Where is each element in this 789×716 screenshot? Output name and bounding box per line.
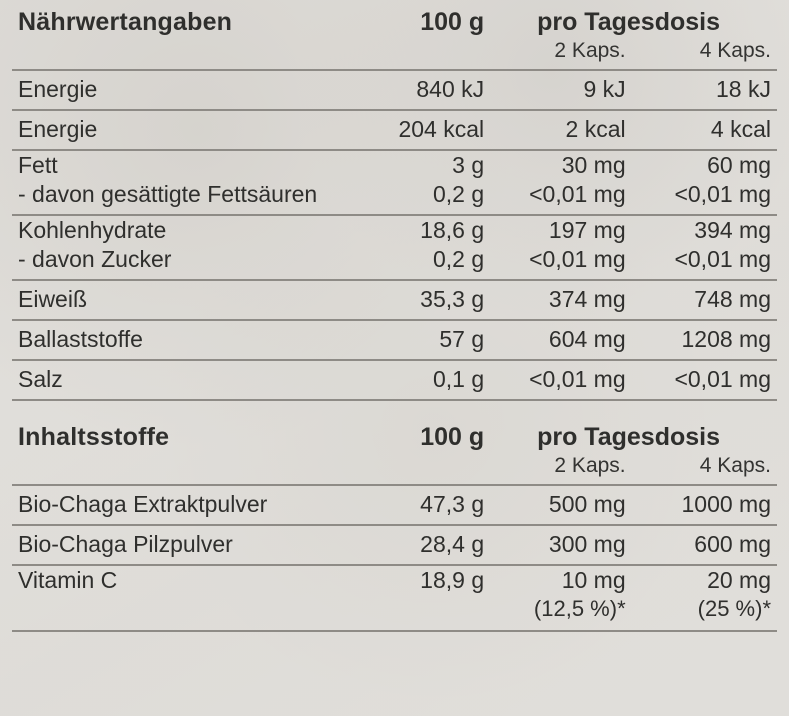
row-caps2: 604 mg bbox=[490, 320, 632, 360]
table-row bbox=[12, 320, 777, 360]
row-per100: 0,2 g bbox=[432, 181, 485, 207]
ingredients-sub-4caps: 4 Kaps. bbox=[699, 454, 771, 477]
table-row bbox=[12, 150, 777, 181]
table-row bbox=[12, 215, 777, 246]
row-caps4: 20 mg bbox=[632, 565, 777, 596]
nutrition-sub-2caps: 2 Kaps. bbox=[554, 39, 626, 62]
row-label: Salz bbox=[12, 360, 356, 400]
row-label: Fett bbox=[12, 150, 356, 181]
nutrition-subheader-row bbox=[12, 39, 777, 70]
table-row bbox=[12, 280, 777, 320]
row-label: Vitamin C bbox=[12, 565, 356, 596]
nutrition-header-row bbox=[12, 0, 777, 39]
row-per100: 28,4 g bbox=[356, 525, 490, 565]
table-row bbox=[12, 246, 777, 280]
table-row bbox=[12, 525, 777, 565]
row-caps2: <0,01 mg bbox=[529, 246, 626, 272]
row-per100: 57 g bbox=[356, 320, 490, 360]
table-row bbox=[12, 360, 777, 400]
row-caps4: 60 mg bbox=[632, 150, 777, 181]
table-row bbox=[12, 110, 777, 150]
ingredients-table bbox=[12, 415, 777, 640]
row-label: Ballaststoffe bbox=[12, 320, 356, 360]
section-divider bbox=[12, 400, 777, 415]
row-caps2: 500 mg bbox=[490, 485, 632, 525]
ingredients-title: Inhaltsstoffe bbox=[18, 423, 170, 451]
ingredients-subheader-row bbox=[12, 454, 777, 485]
row-label: Energie bbox=[12, 70, 356, 110]
row-per100: 18,9 g bbox=[356, 565, 490, 596]
row-label: - davon gesättigte Fettsäuren bbox=[18, 181, 318, 207]
table-row bbox=[12, 70, 777, 110]
row-caps4: 4 kcal bbox=[632, 110, 777, 150]
row-caps4: 394 mg bbox=[632, 215, 777, 246]
table-row bbox=[12, 565, 777, 596]
row-label: Kohlenhydrate bbox=[12, 215, 356, 246]
nutrition-subheader-blank bbox=[12, 39, 356, 70]
nutrition-table bbox=[12, 0, 777, 415]
row-caps2-note: (12,5 %)* bbox=[533, 596, 626, 621]
row-caps2: 197 mg bbox=[490, 215, 632, 246]
table-row bbox=[12, 181, 777, 215]
row-caps4: 1208 mg bbox=[632, 320, 777, 360]
row-label: Bio-Chaga Extraktpulver bbox=[12, 485, 356, 525]
ingredients-header-row bbox=[12, 415, 777, 454]
row-label: Eiweiß bbox=[12, 280, 356, 320]
row-caps2: 2 kcal bbox=[490, 110, 632, 150]
row-per100: 0,1 g bbox=[356, 360, 490, 400]
ingredients-subheader-blank-2 bbox=[356, 454, 490, 485]
row-caps4: 1000 mg bbox=[632, 485, 777, 525]
row-caps4-note: (25 %)* bbox=[697, 596, 771, 621]
table-bottom-rule bbox=[12, 631, 777, 640]
row-per100: 18,6 g bbox=[356, 215, 490, 246]
table-row-note bbox=[12, 596, 777, 631]
nutrition-title: Nährwertangaben bbox=[18, 8, 233, 36]
row-note-blank-2 bbox=[356, 596, 490, 631]
row-caps4: <0,01 mg bbox=[632, 360, 777, 400]
ingredients-col-daily: pro Tagesdosis bbox=[537, 423, 721, 451]
row-caps4: <0,01 mg bbox=[674, 246, 771, 272]
row-label: Energie bbox=[12, 110, 356, 150]
row-per100: 35,3 g bbox=[356, 280, 490, 320]
row-per100: 0,2 g bbox=[432, 246, 485, 272]
nutrition-col-100g: 100 g bbox=[420, 8, 485, 36]
row-caps2: <0,01 mg bbox=[490, 360, 632, 400]
row-caps2: <0,01 mg bbox=[529, 181, 626, 207]
nutrition-col-daily: pro Tagesdosis bbox=[537, 8, 721, 36]
row-per100: 840 kJ bbox=[356, 70, 490, 110]
row-caps2: 30 mg bbox=[490, 150, 632, 181]
row-note-blank bbox=[12, 596, 356, 631]
nutrition-subheader-blank-2 bbox=[356, 39, 490, 70]
row-caps4: <0,01 mg bbox=[674, 181, 771, 207]
row-caps2: 9 kJ bbox=[490, 70, 632, 110]
row-caps2: 10 mg bbox=[490, 565, 632, 596]
row-per100: 3 g bbox=[356, 150, 490, 181]
row-caps2: 300 mg bbox=[490, 525, 632, 565]
row-label: - davon Zucker bbox=[18, 246, 172, 272]
row-per100: 47,3 g bbox=[356, 485, 490, 525]
row-label: Bio-Chaga Pilzpulver bbox=[12, 525, 356, 565]
nutrition-sub-4caps: 4 Kaps. bbox=[699, 39, 771, 62]
row-caps2: 374 mg bbox=[490, 280, 632, 320]
ingredients-subheader-blank bbox=[12, 454, 356, 485]
ingredients-col-100g: 100 g bbox=[420, 423, 485, 451]
ingredients-sub-2caps: 2 Kaps. bbox=[554, 454, 626, 477]
row-caps4: 600 mg bbox=[632, 525, 777, 565]
table-row bbox=[12, 485, 777, 525]
row-per100: 204 kcal bbox=[356, 110, 490, 150]
row-caps4: 18 kJ bbox=[632, 70, 777, 110]
row-caps4: 748 mg bbox=[632, 280, 777, 320]
